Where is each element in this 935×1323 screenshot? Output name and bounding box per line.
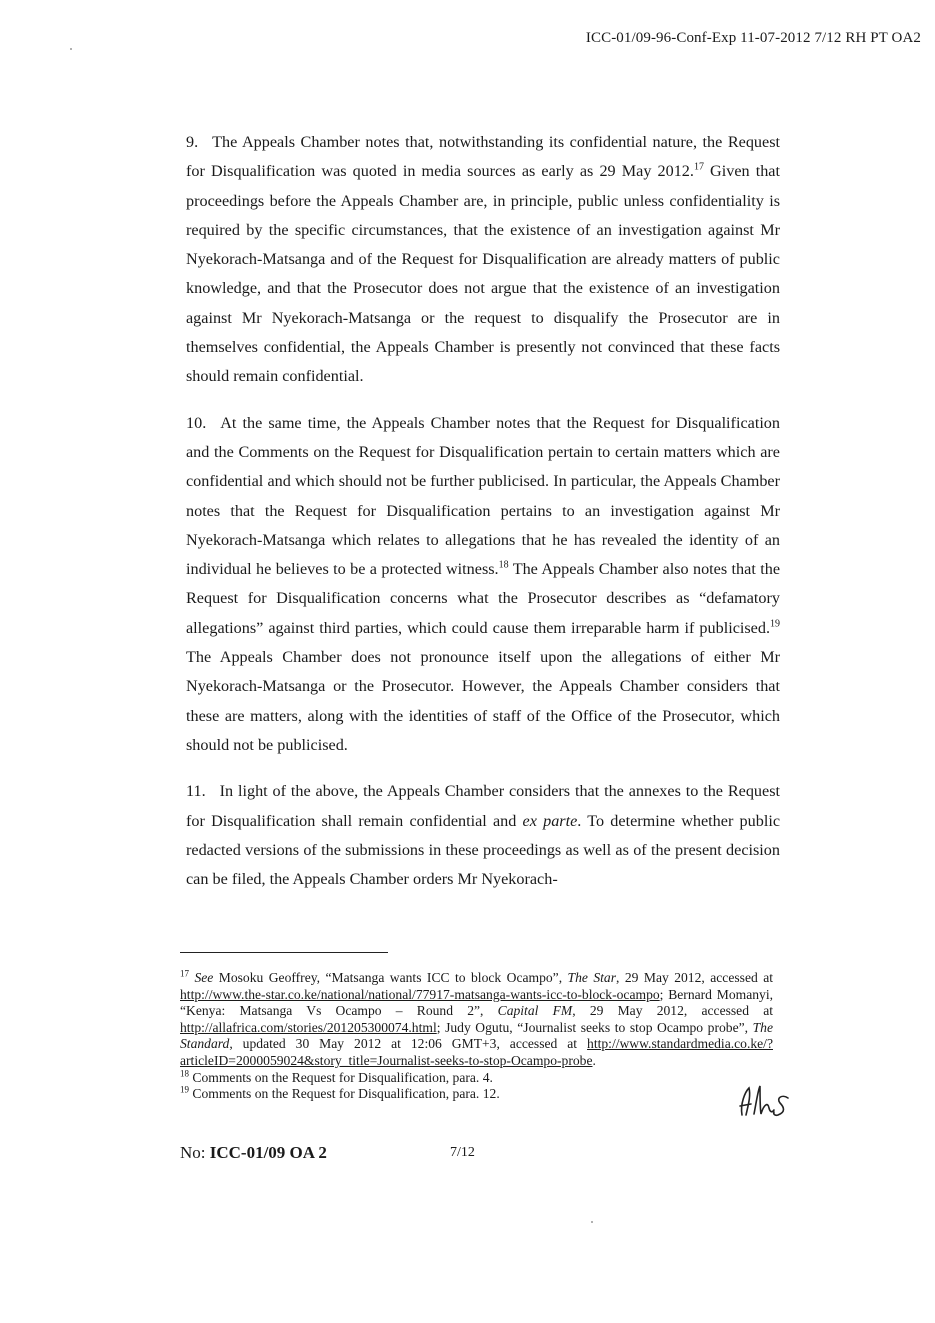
document-reference-header: ICC-01/09-96-Conf-Exp 11-07-2012 7/12 RH PT OA2 xyxy=(585,30,921,46)
text-segment: ; Bernard Momanyi, “Kenya: Matsanga Vs Ocampo – Round 2”, xyxy=(180,986,773,1019)
paragraph-number: 9. xyxy=(186,133,199,151)
text-segment: The Appeals Chamber notes that, notwithstanding its confidential nature, the Request for Disqualification was quoted in media sources as early as 29 May 2012. xyxy=(186,133,780,181)
case-number: ICC-01/09 OA 2 xyxy=(209,1143,327,1162)
paragraph xyxy=(186,409,780,761)
footnote-number: 19 xyxy=(180,1084,189,1095)
footnote-link[interactable]: http://allafrica.com/stories/201205300074.html xyxy=(180,1019,437,1035)
footnote-separator xyxy=(180,952,388,953)
footnote xyxy=(180,1070,773,1087)
text-segment: ex parte xyxy=(522,811,578,830)
signature-initials xyxy=(736,1082,792,1120)
text-segment: Mosoku Geoffrey, “Matsanga wants ICC to block Ocampo”, xyxy=(213,970,568,985)
page-number: 7/12 xyxy=(450,1145,475,1160)
text-segment: The Appeals Chamber also notes that the Request for Disqualification concerns what the Prosecutor describes as “defamatory allegations” against third parties, which could cause them irreparable harm if publicised. xyxy=(186,560,780,637)
footnotes xyxy=(180,970,773,1103)
footnote-link[interactable]: http://www.standardmedia.co.ke/?articleID=2000059024&story_title=Journalist-seeks-to-stop-Ocampo-probe xyxy=(180,1036,773,1068)
text-segment: , 29 May 2012, accessed at xyxy=(616,970,774,985)
footnote xyxy=(180,970,773,1070)
text-segment: In light of the above, the Appeals Chamber considers that the annexes to the Request for Disqualification shall remain confidential and xyxy=(186,782,780,830)
text-segment: The Appeals Chamber does not pronounce itself upon the allegations of either Mr Nyekorach-Matsanga or the Prosecutor. However, the Appeals Chamber considers that these are matters, along with the identities of staff of the Office of the Prosecutor, which should not be publicised. xyxy=(186,648,780,754)
text-segment: The Star xyxy=(567,970,617,985)
text-segment: The Standard xyxy=(180,1019,773,1052)
text-segment: , 29 May 2012, accessed at xyxy=(572,1003,774,1019)
text-segment: Capital FM xyxy=(497,1003,573,1019)
body-text xyxy=(186,128,780,911)
text-segment: ; Judy Ogutu, “Journalist seeks to stop Ocampo probe”, xyxy=(436,1019,753,1035)
footnote-link[interactable]: http://www.the-star.co.ke/national/national/77917-matsanga-wants-icc-to-block-ocampo xyxy=(180,986,660,1002)
footnote-reference: 18 xyxy=(498,559,509,571)
text-segment: See xyxy=(194,970,214,985)
text-segment: . To determine whether public redacted versions of the submissions in these proceedings as well as of the present decision can be filed, the Appeals Chamber orders Mr Nyekorach- xyxy=(186,811,781,889)
paragraph-number: 11. xyxy=(186,782,206,801)
footnote-reference: 17 xyxy=(693,161,704,173)
scan-speck xyxy=(591,1221,593,1223)
paragraph-number: 10. xyxy=(186,413,207,432)
paragraph xyxy=(186,777,780,894)
text-segment: Comments on the Request for Disqualification, para. 4. xyxy=(192,1069,493,1085)
text-segment: Comments on the Request for Disqualification, para. 12. xyxy=(192,1086,500,1102)
scan-speck xyxy=(70,48,72,50)
text-segment: Given that proceedings before the Appeals Chamber are, in principle, public unless confidentiality is required by the specific circumstances, that the existence of an investigation against Mr Nyekorach-Matsanga and of the Request for Disqualification are already matters of public knowledge, and that the Prosecutor does not argue that the existence of an investigation against Mr Nyekorach-Matsanga or the request to disqualify the Prosecutor are in themselves confidential, the Appeals Chamber is presently not convinced that these facts should remain confidential. xyxy=(186,162,780,386)
footnote-reference: 19 xyxy=(770,618,780,630)
footnote-number: 18 xyxy=(180,1068,189,1079)
footer-label: No: xyxy=(180,1143,210,1162)
text-segment: , updated 30 May 2012 at 12:06 GMT+3, accessed at xyxy=(229,1036,588,1052)
footnote-number: 17 xyxy=(180,968,189,979)
case-number-footer xyxy=(180,1143,327,1163)
paragraph xyxy=(186,128,780,392)
text-segment: At the same time, the Appeals Chamber notes that the Request for Disqualification and the Comments on the Request for Disqualification pertain to certain matters which are confidential and which should not be further publicised. In particular, the Appeals Chamber notes that the Request for Disqualification pertains to an investigation against Mr Nyekorach-Matsanga which relates to allegations that he has revealed the identity of an individual he believes to be a protected witness. xyxy=(186,413,780,579)
text-segment: . xyxy=(592,1052,596,1068)
footnote xyxy=(180,1086,773,1103)
